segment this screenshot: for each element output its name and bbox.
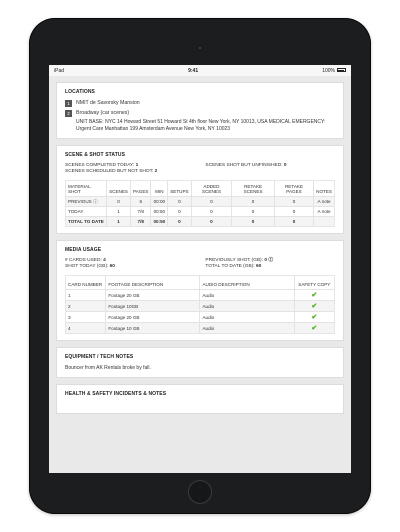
- cell: 00:00: [151, 197, 168, 207]
- row-label[interactable]: PREVIOUS ⓘ: [66, 197, 107, 207]
- location-name: NMIT de Savorsky Mansion: [76, 100, 140, 106]
- cell: 0: [232, 217, 275, 227]
- footage-description: Footage 10 GB: [106, 323, 200, 334]
- media-table: [65, 275, 335, 334]
- col-header: CARD NUMBER: [66, 276, 106, 290]
- cell: 0: [168, 197, 191, 207]
- cell: 0: [274, 207, 313, 217]
- col-header: ADDED SCENES: [191, 181, 232, 197]
- checkmark-icon[interactable]: ✔: [311, 292, 318, 299]
- cell: 1: [107, 207, 131, 217]
- scene-stats: [65, 163, 335, 175]
- cell: 0: [232, 207, 275, 217]
- battery-icon: [337, 68, 346, 72]
- col-header: MIN: [151, 181, 168, 197]
- footage-description: Footage 10GB: [106, 301, 200, 312]
- status-battery: [322, 68, 346, 74]
- cell: 0: [191, 217, 232, 227]
- location-name: Broadway (car scenes): [76, 110, 130, 116]
- previously-shot-label: PREVIOUSLY SHOT (GB):: [205, 258, 263, 263]
- health-safety-card: [56, 384, 344, 414]
- media-usage-card: [56, 240, 344, 341]
- location-number: 1: [65, 100, 72, 107]
- scenes-completed-value: 1: [135, 163, 139, 168]
- scenes-unfinished-value: 0: [283, 163, 287, 168]
- scenes-scheduled-label: SCENES SCHEDULED BUT NOT SHOT:: [65, 169, 154, 174]
- footage-description: Footage 20 GB: [106, 290, 200, 301]
- shot-today: [65, 264, 195, 270]
- footage-description: Footage 20 GB: [106, 312, 200, 323]
- shot-today-value: 60: [109, 264, 115, 269]
- cards-used-value: 4: [103, 258, 106, 263]
- status-bar: [49, 65, 351, 76]
- scene-status-card: [56, 145, 344, 234]
- col-header: FOOTAGE DESCRIPTION: [106, 276, 200, 290]
- media-usage-title: MEDIA USAGE: [65, 247, 102, 253]
- location-detail: UNIT BASE: NYC 14 Howard Street 51 Howard St 4th floor New York, NY 10013, USA MEDICAL EMERGENCY: Urgent Care Manhattan 199 Amsterdam Avenue New York, NY 10023: [76, 119, 326, 132]
- row-label: TOTAL TO DATE: [66, 217, 107, 227]
- locations-title: LOCATIONS: [65, 89, 95, 95]
- location-item[interactable]: [65, 110, 335, 117]
- table-row-total: [66, 217, 335, 227]
- report-content[interactable]: [49, 76, 351, 414]
- cell: 0: [107, 197, 131, 207]
- cell: 0: [191, 207, 232, 217]
- table-row[interactable]: [66, 301, 335, 312]
- col-header: RETAKE SCENES: [232, 181, 275, 197]
- scenes-scheduled-value: 2: [154, 169, 158, 174]
- scenes-scheduled: [65, 169, 195, 175]
- cell: 0: [232, 197, 275, 207]
- checkmark-icon[interactable]: ✔: [311, 325, 318, 332]
- total-to-date-value: 60: [255, 264, 262, 269]
- col-header: SAFETY COPY: [298, 282, 331, 287]
- checkmark-icon[interactable]: ✔: [311, 303, 318, 310]
- audio-description: Audio: [200, 290, 294, 301]
- equipment-card: [56, 347, 344, 378]
- total-to-date-label: TOTAL TO DATE (GB):: [205, 264, 255, 269]
- cell: [314, 217, 335, 227]
- media-stats: [65, 258, 335, 270]
- scene-status-title: SCENE & SHOT STATUS: [65, 152, 126, 158]
- equipment-notes: Bouncer from AK Rentals broke by fall.: [65, 365, 151, 371]
- audio-description: Audio: [200, 323, 294, 334]
- total-to-date: [205, 264, 335, 270]
- table-row[interactable]: [66, 312, 335, 323]
- checkmark-icon[interactable]: ✔: [311, 314, 318, 321]
- cards-used-label: # CARDS USED:: [65, 258, 102, 263]
- cell-note[interactable]: A note: [317, 199, 331, 204]
- col-header: SETUPS: [168, 181, 191, 197]
- col-header: RETAKE PAGES: [274, 181, 313, 197]
- tablet-frame: [29, 18, 371, 514]
- col-header: MATERIAL SHOT: [66, 181, 107, 197]
- locations-card: [56, 82, 344, 139]
- cell: 7/8: [130, 217, 151, 227]
- location-item[interactable]: [65, 100, 335, 107]
- scenes-unfinished: [205, 163, 335, 169]
- card-number: 1: [66, 290, 106, 301]
- status-carrier: iPad: [54, 67, 65, 74]
- table-row[interactable]: [66, 290, 335, 301]
- cell: 6: [130, 197, 151, 207]
- cell: 00:50: [151, 217, 168, 227]
- cell: 0: [274, 217, 313, 227]
- location-number: 2: [65, 110, 72, 117]
- cell: 7/8: [130, 207, 151, 217]
- health-safety-title: HEALTH & SAFETY INCIDENTS & NOTES: [65, 391, 167, 397]
- cell: 0: [168, 207, 191, 217]
- row-label: TODAY: [66, 207, 107, 217]
- card-number: 4: [66, 323, 106, 334]
- cell-note[interactable]: A note: [317, 209, 331, 214]
- battery-percent: 100%: [322, 67, 335, 74]
- card-number: 3: [66, 312, 106, 323]
- cell: 0: [191, 197, 232, 207]
- table-row[interactable]: [66, 323, 335, 334]
- tablet-screen: [49, 65, 351, 473]
- material-shot-table: [65, 180, 335, 227]
- cell: 0: [274, 197, 313, 207]
- scenes-completed-label: SCENES COMPLETED TODAY:: [65, 163, 135, 168]
- status-time: 9:41: [188, 67, 199, 74]
- table-row: [66, 207, 335, 217]
- previously-shot-value[interactable]: 0 Ⓘ: [264, 258, 274, 263]
- audio-description: Audio: [200, 301, 294, 312]
- card-number: 2: [66, 301, 106, 312]
- col-header: NOTES: [316, 189, 332, 194]
- home-button-icon[interactable]: [188, 480, 212, 504]
- col-header: AUDIO DESCRIPTION: [200, 276, 294, 290]
- cell: 0: [168, 217, 191, 227]
- scenes-unfinished-label: SCENES SHOT BUT UNFINISHED:: [205, 163, 283, 168]
- cell: 1: [107, 217, 131, 227]
- camera-lens-icon: [197, 45, 203, 51]
- shot-today-label: SHOT TODAY (GB):: [65, 264, 109, 269]
- cell: 00:50: [151, 207, 168, 217]
- table-row: [66, 197, 335, 207]
- audio-description: Audio: [200, 312, 294, 323]
- equipment-title: EQUIPMENT / TECH NOTES: [65, 354, 134, 360]
- col-header: PAGES: [130, 181, 151, 197]
- col-header: SCENES: [107, 181, 131, 197]
